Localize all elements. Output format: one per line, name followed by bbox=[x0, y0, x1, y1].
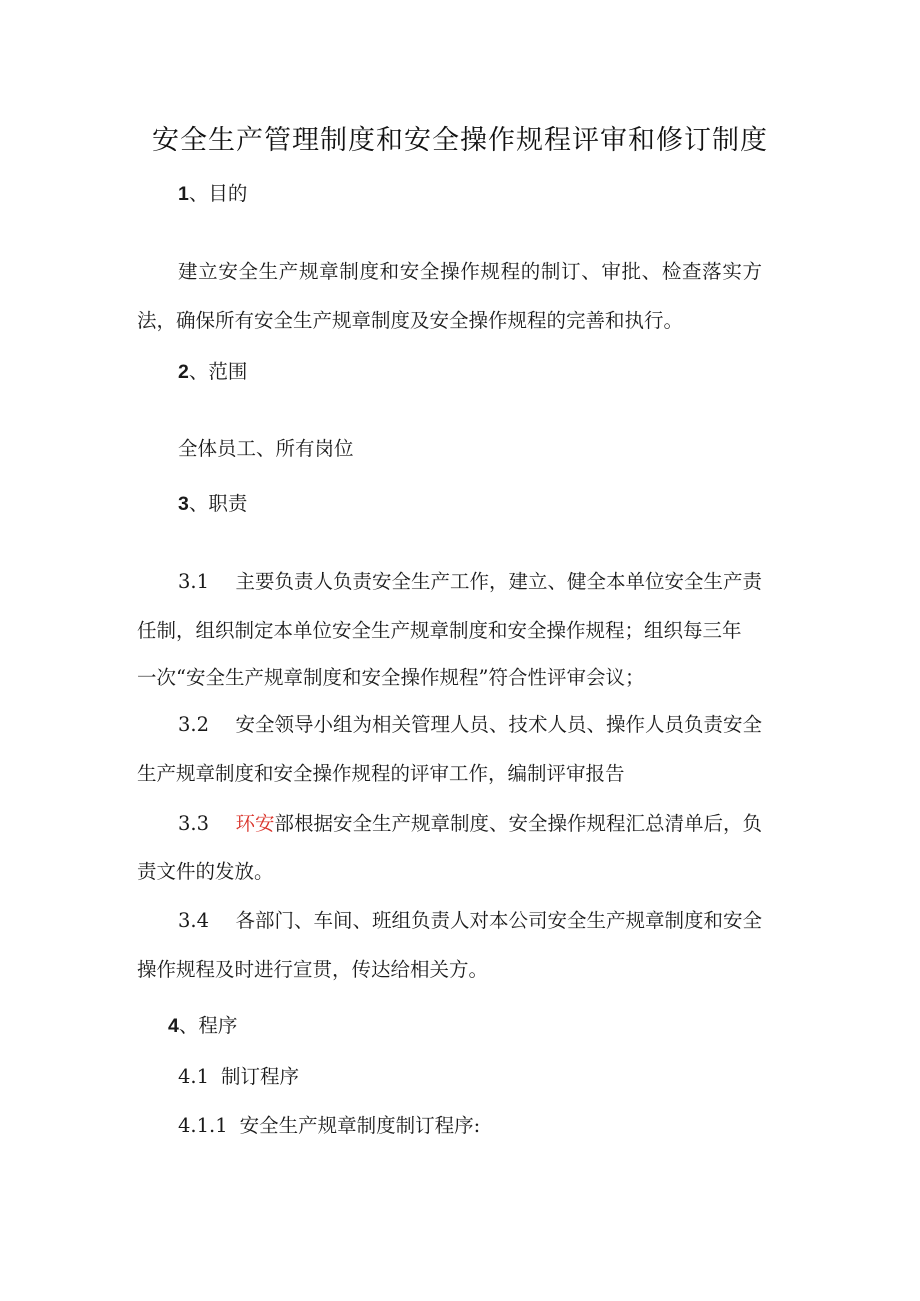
clause-3-1-line-1 bbox=[178, 568, 762, 596]
clause-3-1-line-2: 任制，组织制定本单位安全生产规章制度和安全操作规程；组织每三年 bbox=[137, 619, 742, 642]
subsection-number: 4.1 bbox=[178, 1065, 210, 1088]
subsection-4-1 bbox=[178, 1063, 299, 1091]
scope-text-line-1: 全体员工、所有岗位 bbox=[178, 437, 354, 460]
purpose-text-line-1: 建立安全生产规章制度和安全操作规程的制订、审批、检查落实方 bbox=[178, 260, 762, 283]
clause-3-4-line-2: 操作规程及时进行宣贯，传达给相关方。 bbox=[137, 958, 489, 981]
clause-3-2-line-1 bbox=[178, 711, 762, 739]
clause-3-4-line-1 bbox=[178, 907, 762, 935]
document-title: 安全生产管理制度和安全操作规程评审和修订制度 bbox=[152, 125, 768, 156]
section-heading-scope bbox=[178, 358, 247, 386]
section-heading-responsibilities bbox=[178, 490, 247, 518]
clause-3-2-line-2: 生产规章制度和安全操作规程的评审工作，编制评审报告 bbox=[137, 762, 625, 785]
section-label: 、程序 bbox=[178, 1014, 238, 1037]
clause-text: 安全领导小组为相关管理人员、技术人员、操作人员负责安全 bbox=[235, 713, 762, 736]
section-number: 4 bbox=[168, 1015, 179, 1037]
subsection-4-1-1 bbox=[178, 1112, 480, 1140]
clause-text-rest: 部根据安全生产规章制度、安全操作规程汇总清单后，负 bbox=[274, 812, 762, 835]
clause-text: 主要负责人负责安全生产工作，建立、健全本单位安全生产责 bbox=[235, 570, 762, 593]
clause-number: 3.1 bbox=[178, 570, 210, 593]
clause-number: 3.2 bbox=[178, 713, 210, 736]
clause-number: 3.3 bbox=[178, 812, 210, 835]
section-number: 3 bbox=[178, 493, 189, 515]
highlighted-department: 环安 bbox=[235, 812, 275, 835]
clause-3-3-line-1 bbox=[178, 810, 762, 838]
clause-text: 各部门、车间、班组负责人对本公司安全生产规章制度和安全 bbox=[235, 909, 762, 932]
clause-text bbox=[235, 810, 762, 838]
section-number: 1 bbox=[178, 183, 189, 205]
section-number: 2 bbox=[178, 361, 189, 383]
section-heading-purpose bbox=[178, 180, 247, 208]
purpose-text-line-2: 法，确保所有安全生产规章制度及安全操作规程的完善和执行。 bbox=[137, 309, 684, 332]
subsection-label: 制订程序 bbox=[221, 1065, 300, 1088]
section-label: 、职责 bbox=[188, 492, 248, 515]
section-label: 、目的 bbox=[188, 182, 248, 205]
clause-3-1-line-3: 一次“安全生产规章制度和安全操作规程”符合性评审会议； bbox=[137, 666, 645, 689]
clause-number: 3.4 bbox=[178, 909, 210, 932]
section-heading-procedure bbox=[168, 1012, 237, 1040]
section-label: 、范围 bbox=[188, 360, 248, 383]
subsection-label: 安全生产规章制度制订程序: bbox=[239, 1114, 481, 1137]
subsection-number: 4.1.1 bbox=[178, 1114, 228, 1137]
clause-3-3-line-2: 责文件的发放。 bbox=[137, 860, 274, 883]
